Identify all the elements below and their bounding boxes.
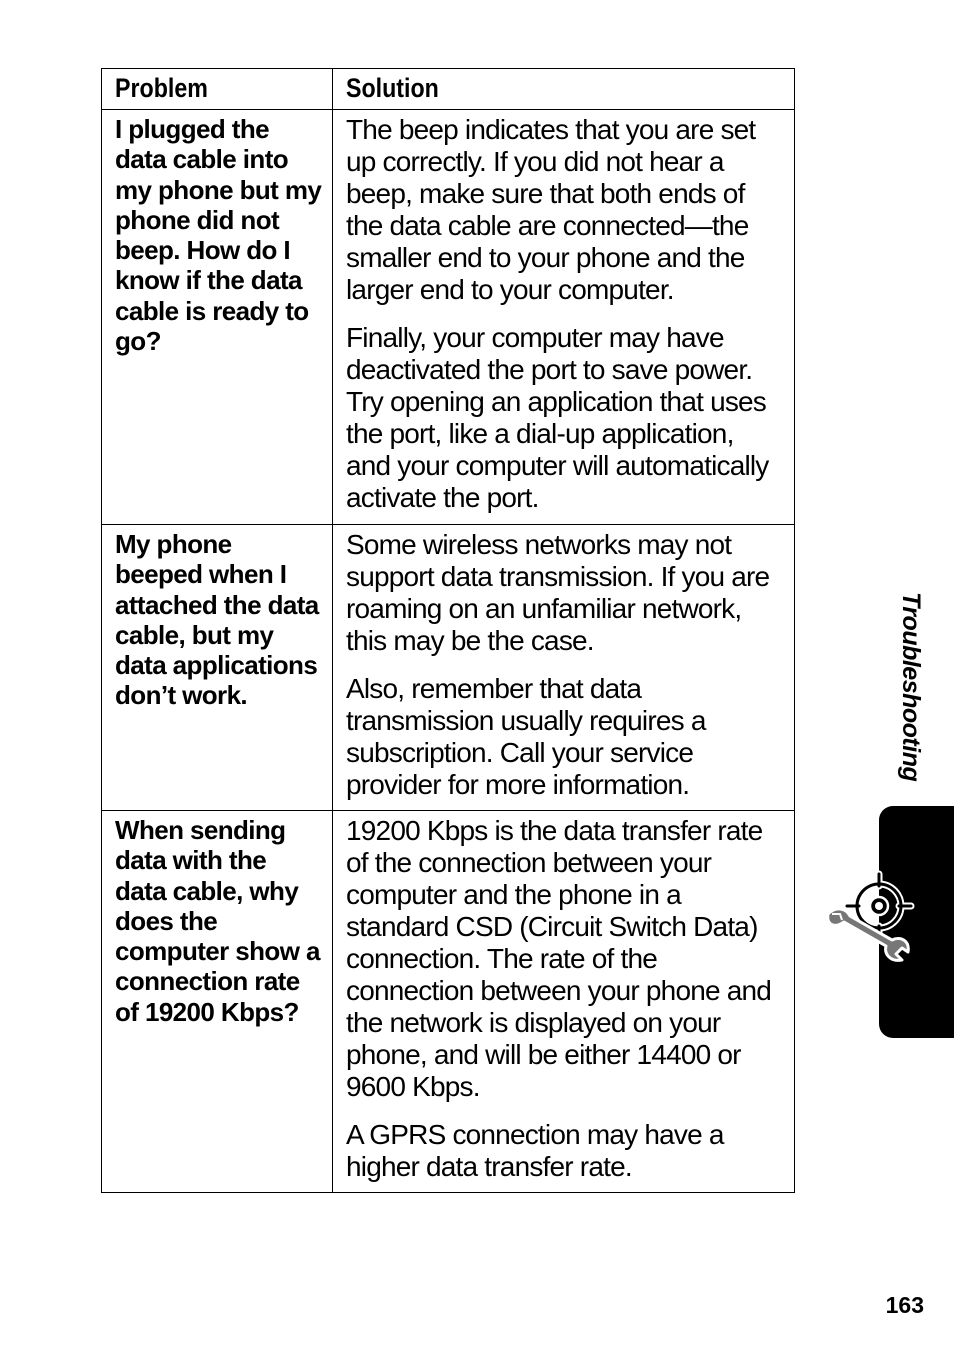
solution-paragraph: The beep indicates that you are set up correctly. If you did not hear a beep, make sure that both ends of the data cable are connected—the smaller end to your phone and the larger end to your computer. xyxy=(346,114,756,305)
solution-paragraph: Also, remember that data transmission usually requires a subscription. Call your service provider for more information. xyxy=(346,673,706,800)
section-label xyxy=(893,592,933,782)
problem-cell: When sending data with the data cable, why does the computer show a connection rate of 19200 Kbps? xyxy=(102,811,333,1193)
problem-cell: My phone beeped when I attached the data cable, but my data applications don’t work. xyxy=(102,525,333,811)
section-label-text: Troubleshooting xyxy=(897,592,925,782)
solution-paragraph: Finally, your computer may have deactivated the port to save power. Try opening an application that uses the port, like a dial-up application, and your computer will automatically activate the port. xyxy=(346,322,769,513)
solution-cell xyxy=(333,110,795,525)
solution-paragraph: 19200 Kbps is the data transfer rate of the connection between your computer and the phone in a standard CSD (Circuit Switch Data) connection. The rate of the connection between your phone and the network is displayed on your phone, and will be either 14400 or 9600 Kbps. xyxy=(346,815,772,1102)
solution-paragraph: A GPRS connection may have a higher data transfer rate. xyxy=(346,1119,724,1182)
table-header-row xyxy=(102,69,795,110)
problem-cell: I plugged the data cable into my phone but my phone did not beep. How do I know if the data cable is ready to go? xyxy=(102,110,333,525)
solution-paragraph: Some wireless networks may not support data transmission. If you are roaming on an unfamiliar network, this may be the case. xyxy=(346,529,770,656)
header-solution: Solution xyxy=(333,69,795,110)
solution-cell xyxy=(333,525,795,811)
page-number: 163 xyxy=(885,1292,924,1318)
table-row xyxy=(102,811,795,1193)
wrench-target-icon xyxy=(822,870,918,970)
table-row xyxy=(102,525,795,811)
solution-cell xyxy=(333,811,795,1193)
header-problem: Problem xyxy=(102,69,333,110)
troubleshooting-table xyxy=(101,68,795,1193)
table-row xyxy=(102,110,795,525)
